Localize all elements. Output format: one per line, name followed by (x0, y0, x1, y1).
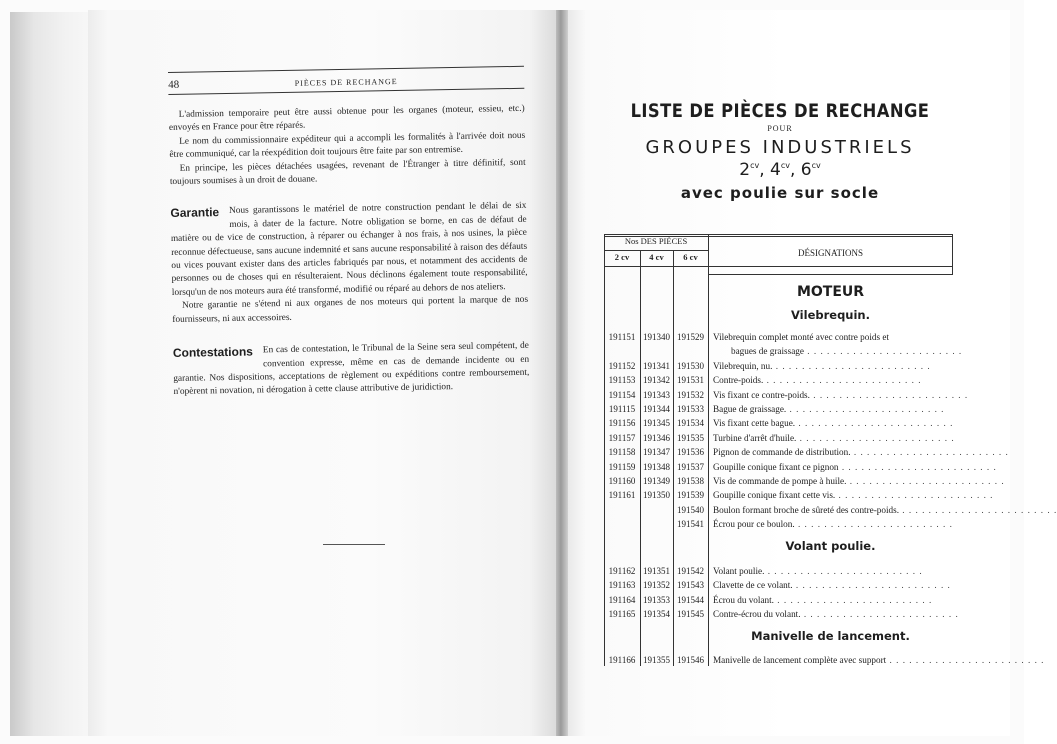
part-number-6cv: 191539 (677, 490, 704, 501)
part-designation (713, 517, 951, 531)
part-number-2cv: 191164 (608, 594, 636, 605)
table-row (604, 431, 953, 445)
part-number-2cv: 191162 (608, 566, 636, 576)
part-number-2cv: 191159 (608, 461, 636, 472)
part-number-4cv: 191347 (643, 447, 670, 458)
part-number-6cv: 191538 (677, 476, 704, 486)
dot-leader: . . . . . . . . . . . . . . . . . . . . . . . . (835, 490, 994, 501)
end-rule (323, 544, 385, 545)
part-number-6cv: 191543 (677, 580, 704, 591)
part-number-4cv: 191350 (643, 490, 670, 501)
col-header-4cv: 4 cv (649, 252, 664, 262)
power-6: 6 (800, 160, 812, 180)
part-number-6cv: 191536 (677, 447, 704, 458)
left-page-content (168, 66, 530, 400)
part-numbers-header: Nos DES PIÈCES (624, 236, 688, 246)
designation-text: bagues de graissage (731, 346, 804, 357)
part-number-4cv: 191348 (643, 461, 670, 472)
part-designation (713, 359, 951, 373)
part-number-4cv: 191344 (643, 404, 670, 414)
garantie-heading: Garantie (170, 205, 220, 221)
part-designation (713, 388, 969, 402)
book-gutter (556, 10, 568, 736)
table-row (604, 402, 953, 416)
part-number-2cv: 191165 (608, 609, 636, 620)
designation-text: Vilebrequin complet monté avec contre poids et (713, 332, 889, 342)
part-number-6cv: 191537 (677, 461, 704, 472)
section-title: Volant poulie. (785, 539, 876, 553)
table-row (604, 653, 1045, 667)
part-number-2cv: 191163 (608, 580, 636, 591)
part-number-6cv: 191530 (677, 360, 704, 371)
section-title: Manivelle de lancement. (751, 629, 910, 643)
page-number: 48 (168, 78, 180, 91)
part-number-2cv: 191153 (608, 375, 636, 386)
power-4: 4 (770, 160, 781, 180)
part-number-4cv: 191353 (643, 594, 670, 605)
part-designation (713, 578, 951, 592)
part-number-6cv: 191533 (677, 404, 704, 414)
table-row (604, 564, 953, 578)
dot-leader: . . . . . . . . . . . . . . . . . . . . . . . . (809, 389, 969, 400)
designation-text: Écrou pour ce boulon. (713, 519, 795, 530)
power-unit: cv (811, 161, 821, 170)
table-row (604, 517, 953, 531)
dot-leader: . . . . . . . . . . . . . . . . . . . . . . . . (803, 346, 963, 357)
part-number-4cv: 191352 (643, 580, 670, 591)
dot-leader: . . . . . . . . . . . . . . . . . . . . . . . . (763, 375, 922, 386)
part-number-6cv: 191542 (677, 566, 704, 576)
part-number-4cv: 191343 (643, 389, 670, 400)
part-number-6cv: 191535 (677, 432, 704, 443)
table-row (604, 388, 969, 402)
designation-text: Vilebrequin, nu. (713, 360, 773, 371)
part-designation (713, 373, 951, 387)
running-title: PIÈCES DE RECHANGE (294, 76, 398, 88)
col-header-6cv: 6 cv (683, 252, 698, 262)
intro-section (169, 103, 526, 190)
designation-text: Turbine d'arrêt d'huile. (713, 432, 797, 443)
part-number-6cv: 191529 (677, 332, 704, 342)
garantie-paragraph (170, 200, 528, 300)
part-number-2cv: 191160 (608, 476, 636, 486)
part-number-2cv: 191154 (608, 389, 636, 400)
intro-paragraph: Le nom du commissionnaire expéditeur qui a accompli les formalités à l'arrivée doit nous être communiqué, car la réexpédition doit toujours être faite par son entremise. (169, 130, 526, 161)
part-number-2cv: 191158 (608, 447, 636, 458)
designation-text: Goupille conique fixant ce pignon (713, 461, 839, 472)
designation-text: Clavette de ce volant. (713, 580, 793, 591)
part-number-6cv: 191532 (677, 389, 704, 400)
header-bottom-rule (604, 266, 953, 267)
designation-text: Contre-poids. (713, 375, 764, 386)
main-section-title: MOTEUR (796, 284, 865, 300)
table-row (604, 359, 953, 373)
dot-leader: . . . . . . . . . . . . . . . . . . . . . . . . (795, 418, 954, 429)
part-number-6cv: 191540 (677, 504, 704, 515)
table-row (604, 373, 953, 387)
part-number-4cv: 191349 (643, 476, 670, 486)
designation-text: Pignon de commande de distribution. (713, 447, 851, 458)
part-designation (713, 488, 994, 502)
dot-leader: . . . . . . . . . . . . . . . . . . . . . . . . (792, 580, 951, 591)
table-row (604, 416, 953, 430)
part-designation (713, 402, 951, 416)
part-number-4cv: 191342 (643, 375, 670, 386)
dot-leader: . . . . . . . . . . . . . . . . . . . . . . . . (886, 655, 1045, 665)
power-2: 2 (739, 160, 751, 180)
part-designation (713, 653, 1045, 667)
title-variant: avec poulie sur socle (680, 184, 880, 202)
part-number-6cv: 191544 (677, 594, 704, 605)
dot-leader: . . . . . . . . . . . . . . . . . . . . . . . . (772, 360, 931, 371)
dot-leader: . . . . . . . . . . . . . . . . . . . . . . . . (786, 404, 945, 414)
power-unit: cv (750, 161, 760, 170)
table-row (604, 607, 959, 621)
part-number-4cv: 191345 (643, 418, 670, 429)
part-number-2cv: 191157 (608, 432, 636, 443)
header-bottom-rule-2 (708, 274, 953, 275)
table-top-rule (604, 234, 953, 235)
designation-text: Vis de commande de pompe à huile. (713, 476, 847, 486)
table-row (604, 488, 994, 502)
dot-leader: . . . . . . . . . . . . . . . . . . . . . . . . (846, 476, 1005, 486)
part-number-6cv: 191541 (677, 519, 704, 530)
section-title: Vilebrequin. (790, 308, 870, 322)
contestations-section (173, 340, 530, 400)
designations-header: DÉSIGNATIONS (798, 248, 863, 258)
part-number-2cv: 191161 (608, 490, 636, 501)
table-row (604, 474, 1005, 488)
part-number-4cv: 191354 (643, 609, 670, 620)
contestations-heading: Contestations (172, 344, 254, 361)
dot-leader: . . . . . . . . . . . . . . . . . . . . . . . . (773, 594, 933, 605)
part-designation (713, 503, 1057, 517)
right-page-title-block (604, 100, 956, 202)
table-row (604, 503, 1057, 517)
part-number-6cv: 191546 (677, 655, 704, 665)
dot-leader: . . . . . . . . . . . . . . . . . . . . . . . . (899, 504, 1057, 515)
designation-text: Bague de graissage. (713, 404, 787, 414)
part-number-2cv: 191166 (608, 655, 636, 665)
intro-paragraph: En principe, les pièces détachées usagées, revenant de l'Étranger à titre définitif, sont toujours soumises à un droit de douane. (169, 157, 526, 188)
table-row (604, 344, 963, 358)
garantie-paragraph-2: Notre garantie ne s'étend ni aux organes de nos moteurs qui portent la marque de nos fournisseurs, ni aux accessoires. (172, 295, 529, 325)
contestations-text: En cas de contestation, le Tribunal de la Seine sera seul compétent, de convention expresse, même en cas de demande incidente ou en garantie. Nos dispositions, acceptations de règlement ou expéditions contre remboursement, n'opèrent ni novation, ni dérogation à cette clause attributive de juridiction. (173, 340, 530, 398)
designation-text: Contre-écrou du volant. (713, 609, 801, 620)
power-unit: cv (780, 161, 790, 170)
dot-leader: . . . . . . . . . . . . . . . . . . . . . . . . (794, 519, 953, 530)
parts-table (604, 234, 1057, 666)
part-number-2cv: 191151 (608, 332, 636, 342)
part-designation (713, 416, 954, 430)
part-number-4cv: 191351 (643, 566, 670, 576)
garantie-text: Nous garantissons le matériel de notre construction pendant le délai de six mois, à dater de la facture. Notre obligation se borne, en cas de défaut de matière ou de vice de construction, à réparer ou échanger à nos frais, à nos usines, la pièce reconnue défectueuse, sans aucune indemnité et sans aucune responsabilité à raison des défauts ou vices pouvant exister dans des articles fabriqués par nous, et notamment des accidents de personnes ou de choses qui en résulteraient. Nous déclinons également toute responsabilité, lorsqu'un de nos moteurs aura été transformé, modifié ou réparé au dehors de nos ateliers. (170, 201, 528, 298)
catalog-title: LISTE DE PIÈCES DE RECHANGE (630, 100, 930, 122)
part-number-4cv: 191340 (643, 332, 670, 342)
table-row (604, 578, 953, 592)
part-number-6cv: 191531 (677, 375, 704, 386)
dot-leader: . . . . . . . . . . . . . . . . . . . . . . . . (800, 609, 959, 620)
col-header-2cv: 2 cv (614, 252, 630, 262)
designation-text: Goupille conique fixant cette vis. (713, 490, 836, 501)
title-subject: GROUPES INDUSTRIELS (645, 137, 915, 158)
part-number-2cv: 191152 (608, 360, 636, 371)
part-designation (713, 564, 951, 578)
designation-text: Vis fixant cette bague. (713, 418, 796, 429)
intro-paragraph: L'admission temporaire peut être aussi obtenue pour les organes (moteur, essieu, etc.) envoyés en France pour être réparés. (168, 103, 525, 134)
contestations-paragraph (173, 340, 530, 400)
designation-text: Volant poulie. (713, 566, 765, 576)
part-designation (713, 593, 951, 607)
part-number-4cv: 191346 (643, 432, 670, 443)
dot-leader: . . . . . . . . . . . . . . . . . . . . . . . . (764, 566, 923, 576)
table-row (604, 445, 1009, 459)
part-designation (713, 344, 963, 358)
dot-leader: . . . . . . . . . . . . . . . . . . . . . . . . (838, 461, 997, 472)
part-number-6cv: 191545 (677, 609, 704, 620)
header-inner-rule (604, 250, 708, 251)
part-designation (713, 330, 951, 344)
part-number-2cv: 191115 (608, 404, 636, 414)
part-number-2cv: 191156 (608, 418, 636, 429)
table-row (604, 460, 997, 474)
part-number-4cv: 191355 (643, 655, 670, 665)
part-designation (713, 431, 955, 445)
table-row (604, 593, 953, 607)
part-designation (713, 607, 959, 621)
part-designation (713, 445, 1009, 459)
designation-text: Vis fixant ce contre-poids. (713, 389, 810, 400)
designation-text: Manivelle de lancement complète avec support (713, 655, 887, 665)
garantie-section (170, 200, 528, 327)
title-connector: POUR (767, 124, 793, 133)
part-number-4cv: 191341 (643, 360, 670, 371)
table-row (604, 330, 953, 344)
part-number-6cv: 191534 (677, 418, 704, 429)
part-designation (713, 474, 1005, 488)
part-designation (713, 460, 997, 474)
dot-leader: . . . . . . . . . . . . . . . . . . . . . . . . (850, 447, 1009, 458)
power-ratings: $2^{cv}$, $4^{cv}$, $6^{cv}$ (739, 160, 821, 180)
designation-text: Boulon formant broche de sûreté des contre-poids. (713, 504, 899, 515)
designation-text: Écrou du volant. (713, 594, 774, 605)
book-edge-shadow (10, 12, 90, 736)
dot-leader: . . . . . . . . . . . . . . . . . . . . . . . . (796, 432, 955, 443)
